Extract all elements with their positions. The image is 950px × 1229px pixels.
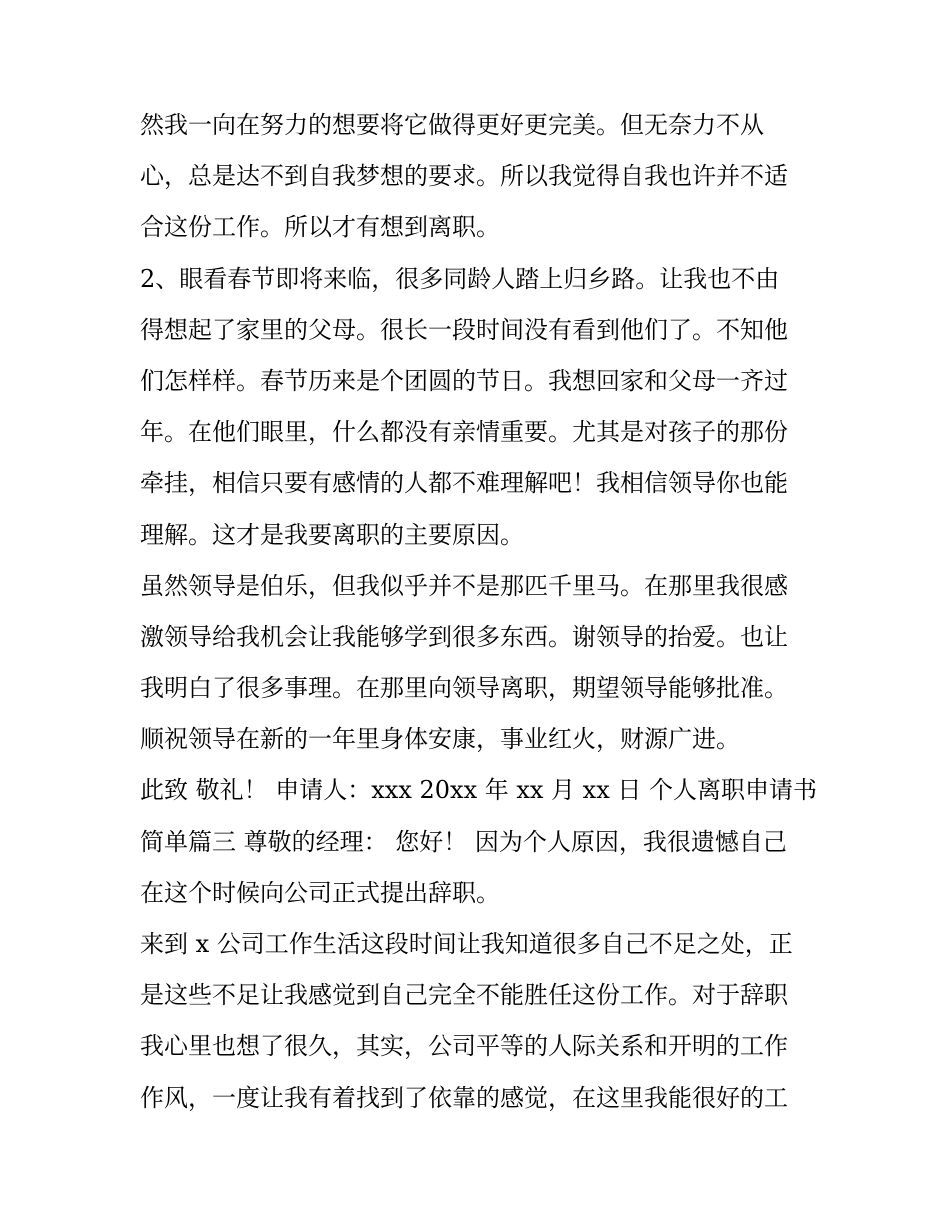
text-line: 激领导给我机会让我能够学到很多东西。谢领导的抬爱。也让	[140, 622, 788, 651]
text-line: 理解。这才是我要离职的主要原因。	[140, 520, 524, 549]
text-line: 2、眼看春节即将来临，很多同龄人踏上归乡路。让我也不由	[140, 264, 780, 293]
text-line: 简单篇三 尊敬的经理： 您好！ 因为个人原因，我很遗憾自己	[140, 827, 787, 856]
text-line: 牵挂，相信只要有感情的人都不难理解吧！我相信领导你也能	[140, 469, 788, 498]
text-line: 在这个时候向公司正式提出辞职。	[140, 878, 500, 907]
text-line: 此致 敬礼！ 申请人：xxx 20xx 年 xx 月 xx 日 个人离职申请书	[140, 776, 818, 805]
body-text	[140, 100, 820, 1124]
text-line: 合这份工作。所以才有想到离职。	[140, 213, 500, 242]
text-line: 然我一向在努力的想要将它做得更好更完美。但无奈力不从	[140, 111, 764, 139]
text-line: 年。在他们眼里，什么都没有亲情重要。尤其是对孩子的那份	[140, 418, 788, 447]
text-line: 是这些不足让我感觉到自己完全不能胜任这份工作。对于辞职	[140, 981, 788, 1010]
text-line: 我明白了很多事理。在那里向领导离职，期望领导能够批准。	[140, 674, 788, 703]
text-line: 们怎样样。春节历来是个团圆的节日。我想回家和父母一齐过	[140, 366, 788, 395]
text-line: 顺祝领导在新的一年里身体安康，事业红火，财源广进。	[140, 725, 740, 754]
text-line: 我心里也想了很久，其实，公司平等的人际关系和开明的工作	[140, 1032, 788, 1061]
text-line: 心，总是达不到自我梦想的要求。所以我觉得自我也许并不适	[140, 162, 788, 191]
text-line: 得想起了家里的父母。很长一段时间没有看到他们了。不知他	[140, 315, 788, 344]
text-line: 来到 x 公司工作生活这段时间让我知道很多自己不足之处，正	[140, 930, 793, 958]
text-line: 虽然领导是伯乐，但我似乎并不是那匹千里马。在那里我很感	[140, 571, 788, 600]
text-line: 作风，一度让我有着找到了依靠的感觉，在这里我能很好的工	[140, 1083, 788, 1112]
